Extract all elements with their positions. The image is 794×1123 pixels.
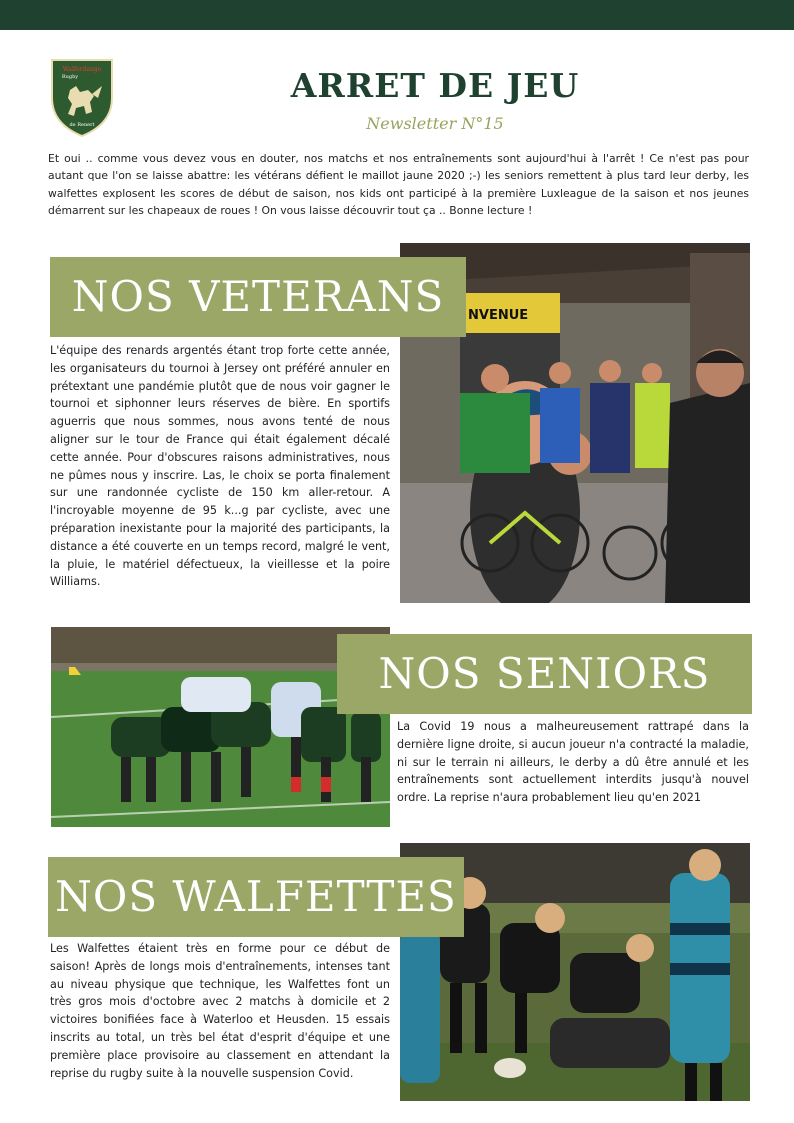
bus-sign-text: NVENUE: [468, 308, 529, 323]
logo-text-bottom: de Renert: [69, 122, 95, 128]
intro-paragraph: Et oui .. comme vous devez vous en douter, nos matchs et nos entraînements sont aujourd'hui à l'arrêt ! Ce n'est pas pour autant que l'on se laisse abattre: les vétérans défient le maillot jaune 2020 ;-) les seniors remettent à plus tard leur derby, les walfettes explosent les scores de début de saison, nos kids ont participé à la première Luxleague de la saison et nos jeunes démarrent sur les chapeaux de roues ! On vous laisse découvrir tout ça .. Bonne lecture !: [48, 152, 749, 218]
club-logo: [48, 56, 116, 138]
top-bar: [0, 0, 794, 30]
seniors-heading: NOS SENIORS: [337, 634, 752, 714]
logo-text-mid: Rugby: [61, 74, 79, 80]
page-title: ARRET DE JEU: [290, 66, 580, 105]
newsletter-number: Newsletter N°15: [366, 114, 504, 133]
walfettes-heading: NOS WALFETTES: [48, 857, 464, 937]
logo-text-top: Walferdange: [62, 66, 102, 73]
seniors-text: La Covid 19 nous a malheureusement rattrapé dans la dernière ligne droite, si aucun joueur n'a contracté la maladie, ni sur le terrain ni ailleurs, le derby a dû être annulé et les entraînements sont actuellement interdits jusqu'à nouvel ordre. La reprise n'aura probablement lieu qu'en 2021: [397, 720, 749, 805]
veterans-heading: NOS VETERANS: [50, 257, 466, 337]
veterans-text: L'équipe des renards argentés étant trop forte cette année, les organisateurs du tournoi à Jersey ont préféré annuler en prétextant une pandémie plutôt que de nous voir gagner le tournoi et siphonner leurs réserves de bière. En sportifs aguerris que nous sommes, nous avons tenté de nous aligner sur le tour de France qui était également décalé cette année. Pour d'obscures raisons administratives, nous ne pûmes nous y inscrire. Las, le choix se porta finalement sur une randonnée cycliste de 150 km aller-retour. A l'incroyable moyenne de 95 k...g par cycliste, avec une préparation inexistante pour la majorité des participants, la distance a été couverte en un temps record, malgré le vent, la pluie, le matériel défectueux, la vieillesse et la poire Williams.: [50, 344, 390, 589]
walfettes-text: Les Walfettes étaient très en forme pour ce début de saison! Après de longs mois d'entraînements, intenses tant au niveau physique que technique, les Walfettes font un très gros mois d'octobre avec 2 matchs à domicile et 2 victoires bonifiées face à Waterloo et Heusden. 15 essais inscrits au total, un très bel état d'esprit d'équipe et une première place provisoire au classement en attendant la reprise du rugby suite à la nouvelle suspension Covid.: [50, 942, 390, 1080]
